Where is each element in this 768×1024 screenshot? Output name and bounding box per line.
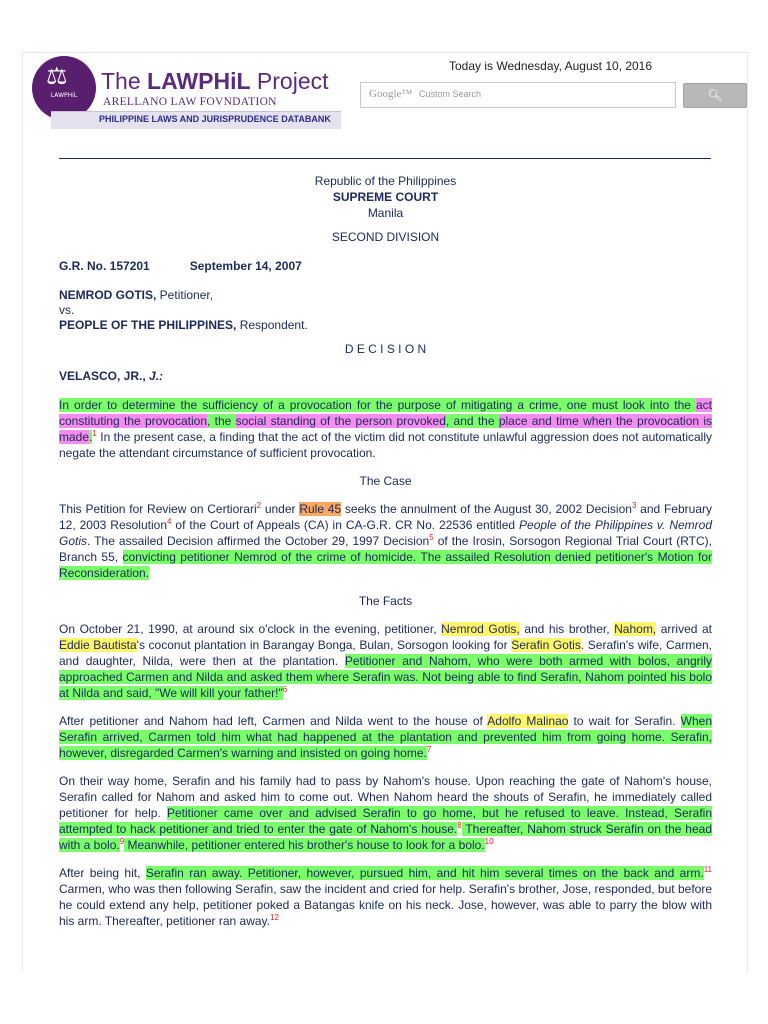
versus: vs.	[59, 303, 75, 317]
text-highlight: place and time when the provocation is made	[59, 414, 713, 444]
text: under	[261, 502, 300, 516]
text: and his brother,	[519, 622, 615, 636]
google-label: Google™	[369, 88, 413, 100]
respondent-name: PEOPLE OF THE PHILIPPINES,	[59, 318, 237, 332]
text: and February 12, 2003 Resolution	[59, 502, 712, 532]
text-highlight: Petitioner came over and advised Serafin to go home, but he refused to leave. Instead, Serafin attempted to hack petitioner and tried to enter the gate of Nahom's house.	[59, 806, 712, 836]
decision-heading: D E C I S I O N	[344, 342, 427, 356]
text: arrived at	[656, 622, 713, 636]
scales-icon: ⚖	[46, 62, 68, 90]
parties	[59, 287, 712, 333]
text: seeks the annulment of the August 30, 2002 Decision	[341, 502, 632, 516]
text: . The assailed Decision affirmed the October 29, 1997 Decision	[87, 534, 430, 548]
footnote-5[interactable]: 5	[429, 533, 434, 542]
site-header	[29, 53, 744, 133]
text: . Serafin's wife, Carmen, and daughter, Nilda, were then at the plantation.	[59, 638, 712, 668]
gr-number: G.R. No. 157201	[59, 259, 150, 273]
text: After being hit,	[59, 866, 146, 880]
text-highlight: In order to determine the sufficiency of a provocation for the purpose of mitigating a crime, one must look into the	[59, 398, 696, 412]
search-button[interactable]	[683, 83, 747, 108]
text: On their way home, Serafin and his family had to pass by Nahom's house. Upon reaching the gate of Nahom's house, Serafin called for Nahom and asked him to come out. When Nahom heard the shouts of Serafin, he immediately called petitioner for help.	[59, 774, 712, 820]
republic-line: Republic of the Philippines	[314, 174, 457, 188]
text-highlight: Serafin Gotis	[511, 638, 581, 652]
footnote-9[interactable]: 9	[119, 837, 125, 846]
respondent-line	[59, 317, 712, 333]
site-title-part: The	[101, 68, 148, 94]
paragraph-intro	[59, 397, 712, 461]
text-highlight: Serafin ran away. Petitioner, however, pursued him, and hit him several times on the back and arm.	[145, 866, 704, 880]
case-title: People of the Philippines v. Nemrod Gotis	[59, 518, 713, 548]
text-highlight: Meanwhile, petitioner entered his brother's house to look for a bolo.	[124, 838, 485, 852]
text-highlight: Thereafter, Nahom struck Serafin on the head with a bolo.	[59, 822, 712, 852]
site-title[interactable]	[101, 68, 329, 95]
text-highlight: convicting petitioner Nemrod of the crime of homicide. The assailed Resolution denied petitioner's Motion for Reconsideration.	[59, 550, 712, 580]
respondent-role: Respondent.	[236, 318, 308, 332]
decision-content	[59, 171, 712, 929]
text: of the Irosin, Sorsogon Regional Trial Court (RTC), Branch 55,	[59, 534, 712, 564]
page-frame	[22, 52, 748, 973]
petitioner-role: Petitioner,	[156, 288, 214, 302]
text-highlight: Eddie Bautista	[59, 638, 137, 652]
paragraph-facts-3	[59, 773, 712, 853]
logo-mini-text: LAWPHiL	[50, 92, 78, 99]
text-highlight: , the	[207, 414, 236, 428]
footnote-7[interactable]: 7	[426, 745, 432, 754]
text-highlight: , and the	[445, 414, 499, 428]
footnote-2[interactable]: 2	[256, 501, 262, 510]
court-caption	[59, 173, 712, 245]
text-highlight: Nemrod Gotis,	[441, 622, 520, 636]
search-input[interactable]	[360, 82, 676, 108]
foundation-name: ARELLANO LAW FOVNDATION	[103, 96, 277, 108]
ponente-name: VELASCO, JR.,	[59, 369, 146, 383]
ponente-title: J.:	[145, 369, 164, 383]
case-number-line	[59, 258, 712, 274]
footnote-10[interactable]: 10	[484, 837, 494, 846]
text-highlight: When Serafin arrived, Carmen told him what had happened at the plantation and prevented him from going home. Serafin, however, disregarded Carmen's warning and insisted on going home.	[59, 714, 712, 760]
petitioner-name: NEMROD GOTIS,	[59, 288, 157, 302]
paragraph-facts-4	[59, 865, 712, 929]
today-date: Today is Wednesday, August 10, 2016	[449, 59, 653, 73]
text: 's coconut plantation in Barangay Bonga, Bulan, Sorsogon looking for	[136, 638, 512, 652]
databank-banner	[51, 111, 341, 129]
text-highlight: social standing of the person provoked	[235, 414, 446, 428]
paragraph-case	[59, 501, 712, 581]
text: On October 21, 1990, at around six o'clock in the evening, petitioner,	[59, 622, 442, 636]
paragraph-facts-2	[59, 713, 712, 761]
footnote-12[interactable]: 12	[270, 913, 279, 922]
text: to wait for Serafin.	[568, 714, 681, 728]
search-icon: 🔍︎	[707, 88, 723, 102]
site-title-part: Project	[250, 68, 329, 94]
text-highlight: Rule 45	[299, 502, 342, 516]
footnote-1[interactable]: 1	[92, 429, 97, 438]
heading-the-case: The Case	[359, 474, 412, 488]
footnote-11[interactable]: 11	[703, 865, 712, 874]
text: In the present case, a finding that the act of the victim did not constitute unlawful aggression does not automatically negate the attendant circumstance of sufficient provocation.	[59, 430, 712, 460]
footnote-3[interactable]: 3	[631, 501, 637, 510]
text-highlight: Nahom,	[614, 622, 657, 636]
footnote-8[interactable]: 8	[457, 821, 462, 830]
text: This Petition for Review on Certiorari	[59, 502, 257, 516]
petitioner-line	[59, 287, 712, 303]
text: After petitioner and Nahom had left, Carmen and Nilda went to the house of	[59, 714, 488, 728]
site-title-brand: LAWPHiL	[147, 68, 251, 94]
court-name: SUPREME COURT	[332, 190, 439, 204]
header-divider	[59, 158, 711, 159]
case-date: September 14, 2007	[189, 259, 302, 273]
search-placeholder: Custom Search	[419, 89, 482, 99]
text: Carmen, who was then following Serafin, saw the incident and cried for help. Serafin's brother, Jose, responded, but before he could extend any help, petitioner poked a Batangas knife on his neck. Jose, however, was able to parry the blow with his arm. Thereafter, petitioner ran away.	[59, 882, 712, 928]
court-city: Manila	[367, 206, 404, 220]
paragraph-facts-1	[59, 621, 712, 701]
ponente-line	[59, 368, 712, 384]
text-highlight: Petitioner and Nahom, who were both armed with bolos, angrily approached Carmen and Nilda and asked them where Serafin was. Not being able to find Serafin, Nahom pointed his bolo at Nilda and said, "We will kill your father!"	[59, 654, 713, 700]
text: of the Court of Appeals (CA) in CA-G.R. CR No. 22536 entitled	[171, 518, 520, 532]
footnote-6[interactable]: 6	[282, 685, 288, 694]
heading-the-facts: The Facts	[358, 594, 413, 608]
footnote-4[interactable]: 4	[167, 517, 172, 526]
text-highlight: .	[89, 430, 93, 444]
text-highlight: Adolfo Malinao	[487, 714, 569, 728]
division-name: SECOND DIVISION	[331, 230, 440, 244]
text-highlight: act constituting the provocation	[59, 398, 712, 428]
databank-label: PHILIPPINE LAWS AND JURISPRUDENCE DATABANK	[99, 114, 331, 124]
